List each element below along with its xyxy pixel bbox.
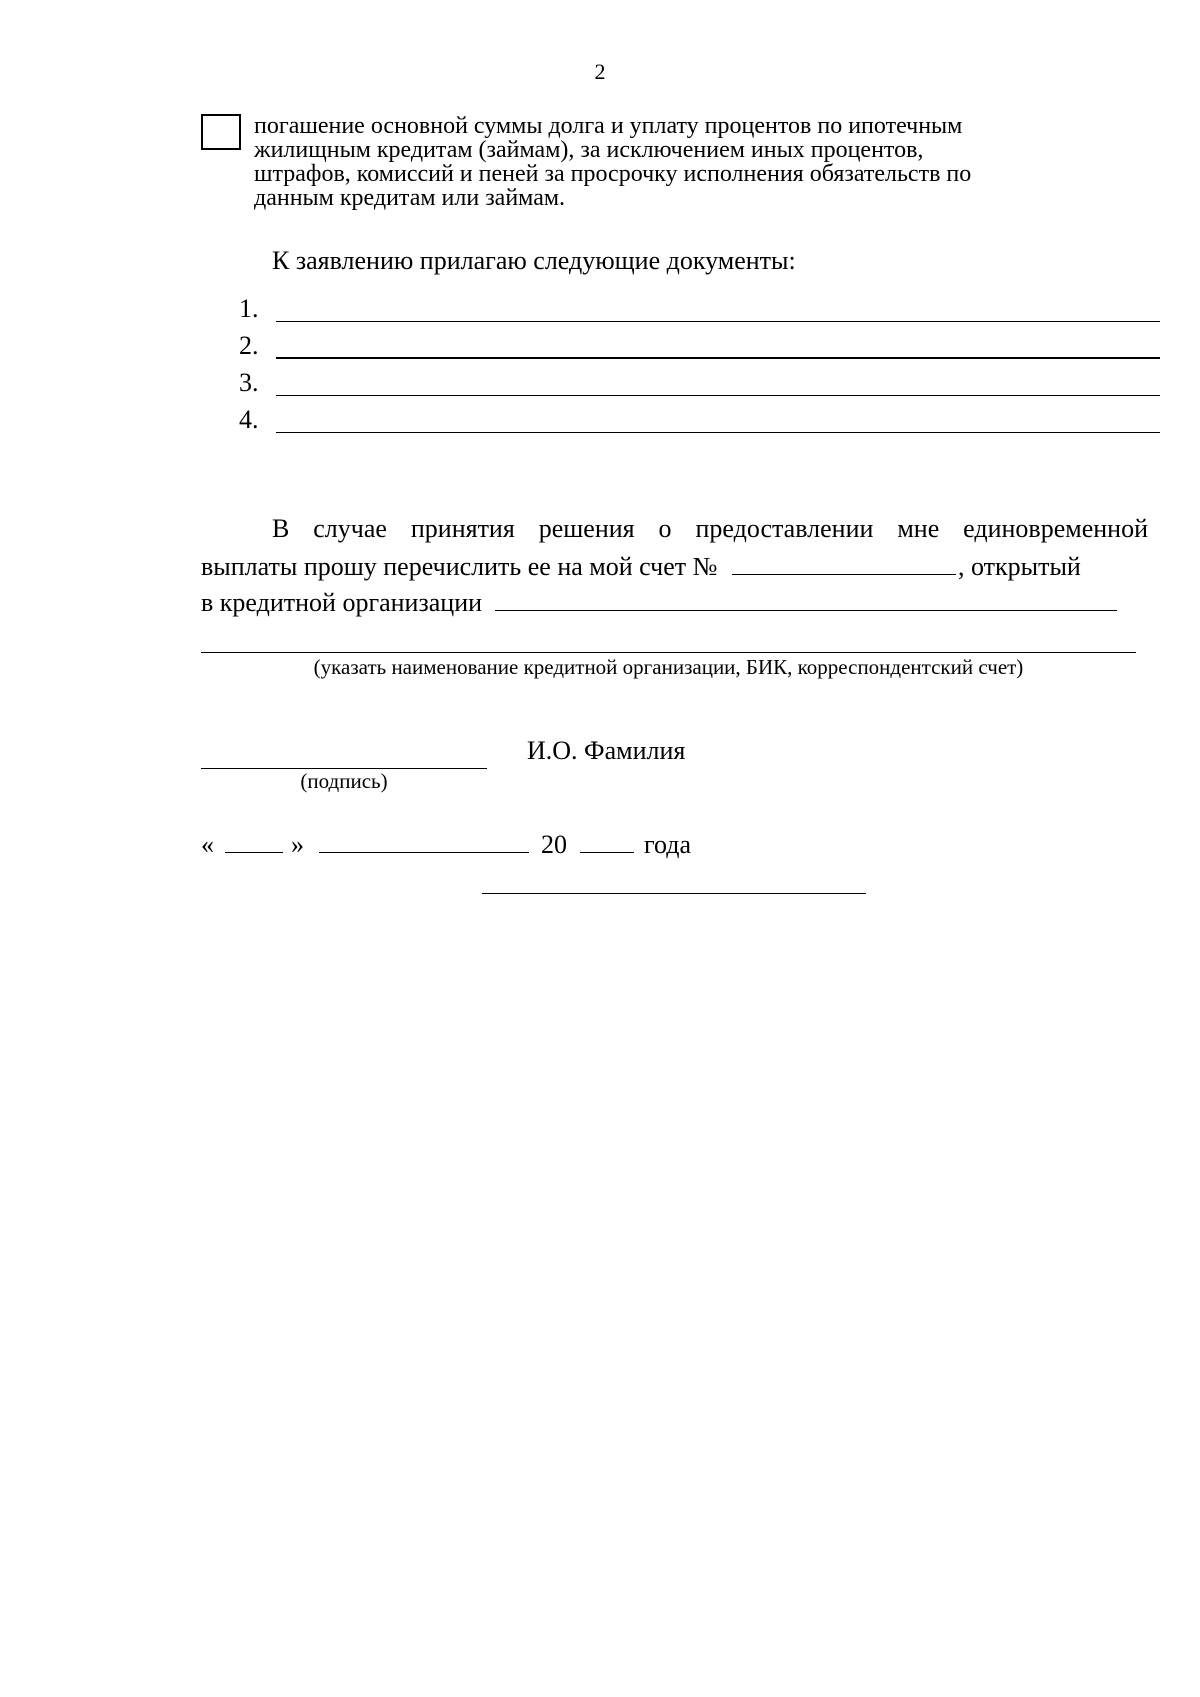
date-year-field[interactable] [580, 826, 634, 853]
option-checkbox[interactable] [201, 114, 241, 150]
attachment-number: 4. [239, 405, 259, 434]
option-text-line: штрафов, комиссий и пеней за просрочку исполнения обязательств по [254, 161, 972, 187]
attachments-heading: К заявлению прилагаю следующие документы: [272, 246, 796, 275]
attachment-line-4[interactable] [276, 432, 1160, 433]
page-number: 2 [594, 59, 606, 84]
credit-org-field[interactable] [495, 584, 1117, 611]
credit-org-details-line[interactable] [201, 652, 1136, 653]
payment-request-account-line: выплаты прошу перечислить ее на мой счет № , открытый [201, 548, 1148, 584]
date-day-field[interactable] [225, 826, 283, 853]
bottom-signature-line[interactable] [482, 893, 866, 894]
option-text [254, 114, 1134, 210]
attachment-number: 2. [239, 331, 259, 360]
credit-org-hint: (указать наименование кредитной организации, БИК, корреспондентский счет) [313, 655, 1024, 679]
signer-name: И.О. Фамилия [527, 736, 686, 765]
account-number-field[interactable] [732, 548, 956, 575]
attachment-number: 3. [239, 368, 259, 397]
attachment-number: 1. [239, 294, 259, 323]
attachment-line-1[interactable] [276, 321, 1160, 322]
date-month-field[interactable] [319, 826, 529, 853]
attachment-line-3[interactable] [276, 395, 1160, 396]
date-line: « » 20 года [201, 826, 691, 861]
payment-request-line: В случае принятия решения о предоставлении мне единовременной [272, 514, 1148, 543]
option-text-line: погашение основной суммы долга и уплату процентов по ипотечным [254, 113, 963, 139]
attachment-line-2[interactable] [276, 357, 1160, 359]
option-text-line: данным кредитам или займам. [254, 185, 566, 211]
signature-caption: (подпись) [300, 769, 388, 793]
credit-org-line: в кредитной организации [201, 584, 1148, 620]
option-text-line: жилищным кредитам (займам), за исключением иных процентов, [254, 137, 924, 163]
